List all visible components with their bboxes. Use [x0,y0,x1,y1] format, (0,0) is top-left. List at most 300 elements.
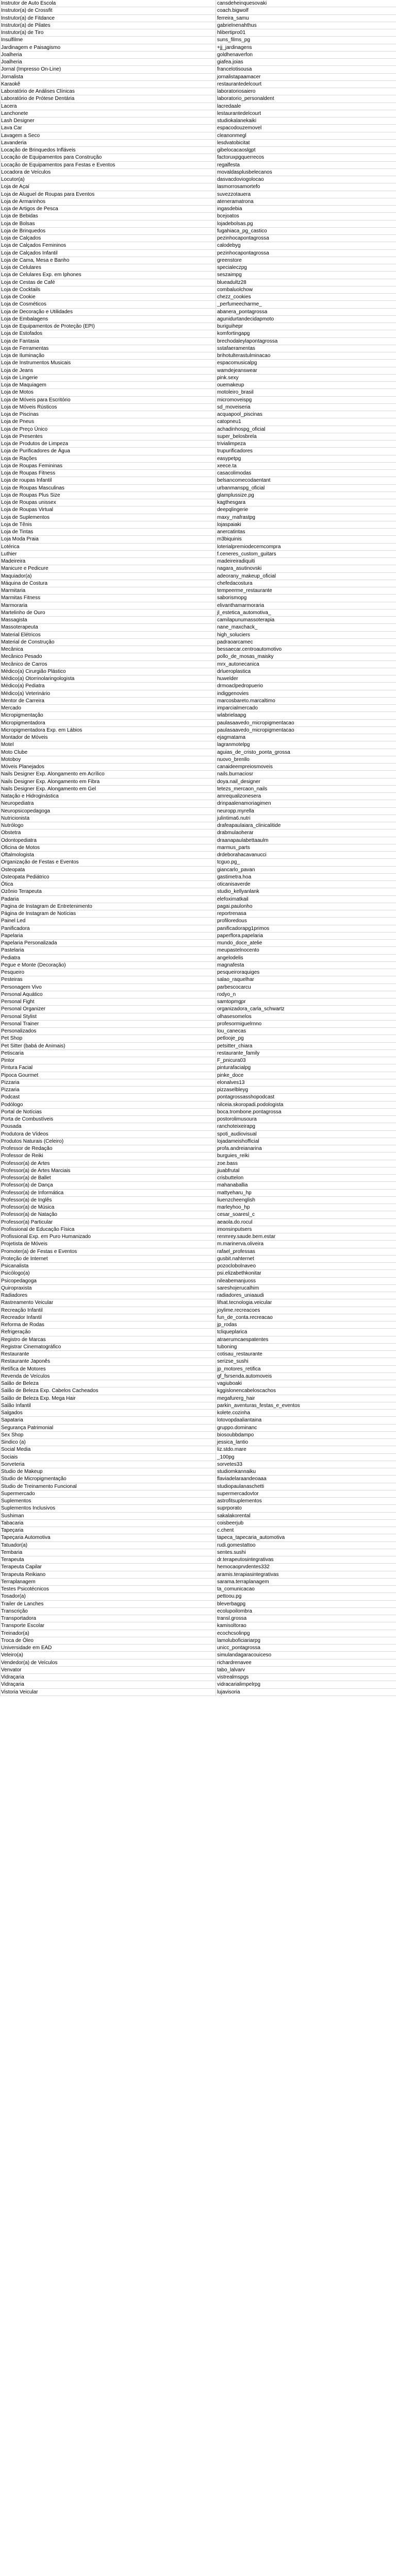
handle-cell[interactable]: aramis.terapiasintegrativas [217,1571,279,1578]
category-cell[interactable]: Loja de Celulares [0,264,216,271]
handle-cell[interactable]: chezz_cookies [217,294,251,300]
handle-cell[interactable]: psi.elizabethkonitar [217,1270,261,1277]
handle-cell[interactable]: biosoubbdampo [217,1432,254,1438]
category-cell[interactable]: Radiadores [0,1292,216,1299]
category-cell[interactable]: Loja de Piscinas [0,411,216,418]
handle-cell[interactable]: c.chent [217,1528,234,1533]
handle-cell[interactable]: hlibertipro01 [217,30,246,36]
handle-cell[interactable]: postorolimusoura [217,1116,257,1122]
handle-cell[interactable]: restaurante_family [217,1050,260,1056]
category-cell[interactable]: Laboratório de Análises Clínicas [0,88,216,95]
category-cell[interactable]: Revenda de Veículos [0,1373,216,1380]
handle-cell[interactable]: mahanaballia [217,1182,248,1189]
handle-cell[interactable]: liuenzcheenglish [217,1197,255,1203]
handle-cell[interactable]: nileabemanjuoss [217,1278,256,1284]
handle-cell[interactable]: lujavisoria [217,1689,240,1695]
category-cell[interactable]: Nails Designer Exp. Alongamento em Gel [0,786,216,792]
category-cell[interactable]: Professor(a) Particular [0,1219,216,1226]
handle-cell[interactable]: radiadores_uniaaudi [217,1293,264,1298]
category-cell[interactable]: Professor(a) de Dança [0,1182,216,1189]
handle-cell[interactable]: ecolupoilombra [217,1608,252,1614]
category-cell[interactable]: Professor de Redação [0,1145,216,1152]
category-cell[interactable]: Natação e Hidroginástica [0,793,216,800]
handle-cell[interactable]: ta_comunicacao [217,1586,255,1592]
category-cell[interactable]: Karaokê [0,81,216,88]
handle-cell[interactable]: pezinhocapontagrossa [217,235,269,241]
handle-cell[interactable]: abanera_pontagrossa [217,309,268,315]
category-cell[interactable]: Pesqueiro [0,969,216,976]
handle-cell[interactable]: drdeborahacavanucci [217,852,267,858]
category-cell[interactable]: Oficina de Motos [0,844,216,851]
category-cell[interactable]: Marmoraria [0,602,216,609]
category-cell[interactable]: Mecânico Pesado [0,653,216,660]
category-cell[interactable]: Odontopediatra [0,837,216,844]
category-cell[interactable]: Instrutor(a) de Fitdance [0,15,216,22]
handle-cell[interactable]: regalfesta [217,162,240,168]
handle-cell[interactable]: vistrealmspgs [217,1674,249,1680]
handle-cell[interactable]: ingasdebia [217,206,242,212]
handle-cell[interactable]: kggislonencabeloscachos [217,1388,276,1394]
category-cell[interactable]: Lavagem a Seco [0,132,216,139]
handle-cell[interactable]: spoti_audiovisual [217,1131,257,1137]
handle-cell[interactable]: agunidurtandecidapmoto [217,316,274,322]
handle-cell[interactable]: lojadameishofficial [217,1138,259,1144]
category-cell[interactable]: Treinador(a) [0,1630,216,1637]
handle-cell[interactable]: gabrielnenahthus [217,22,257,28]
handle-cell[interactable]: jp_motores_retifica [217,1366,261,1372]
handle-cell[interactable]: buriguihepr [217,324,243,329]
handle-cell[interactable]: lou_canecas [217,1028,246,1034]
category-cell[interactable]: Portal de Notícias [0,1109,216,1115]
handle-cell[interactable]: organizadora_carla_schwartz [217,1006,285,1012]
handle-cell[interactable]: mattyeharu_hp [217,1190,252,1196]
category-cell[interactable]: Proteção de Internet [0,1256,216,1262]
category-cell[interactable]: Suplementos Inclusivos [0,1505,216,1512]
category-cell[interactable]: Salão de Beleza Exp. Mega Hair [0,1395,216,1402]
category-cell[interactable]: Locadora de Veículos [0,169,216,176]
handle-cell[interactable]: wamdejeanswear [217,367,257,374]
category-cell[interactable]: Psicopedagoga [0,1278,216,1284]
category-cell[interactable]: Restaurante [0,1351,216,1358]
category-cell[interactable]: Testes Psicotécnicos [0,1586,216,1592]
handle-cell[interactable]: elefoximatkail [217,896,249,902]
category-cell[interactable]: Salão de Beleza Exp. Cabelos Cacheados [0,1387,216,1394]
category-cell[interactable]: Loja de Instrumentos Musicais [0,360,216,366]
handle-cell[interactable]: studiomkannaiku [217,1469,256,1475]
category-cell[interactable]: Pizzaria [0,1087,216,1093]
category-cell[interactable]: Promoter(a) de Festas e Eventos [0,1248,216,1255]
category-cell[interactable]: Lacera [0,103,216,110]
handle-cell[interactable]: renmrey.saude.bem.estar [217,1234,276,1240]
handle-cell[interactable]: lojaspaiaki [217,521,241,528]
category-cell[interactable]: Loja de Açaí [0,183,216,190]
category-cell[interactable]: Venvator [0,1667,216,1673]
handle-cell[interactable]: super_belosbrela [217,433,257,439]
category-cell[interactable]: Loja de Pneus [0,418,216,425]
handle-cell[interactable]: cotisau_restaurante [217,1351,262,1357]
handle-cell[interactable]: nane_maxchack_ [217,624,258,631]
category-cell[interactable]: Porta de Combustíveis [0,1116,216,1123]
category-cell[interactable]: Loja de Bebidas [0,213,216,219]
category-cell[interactable]: Loja de Purificadores de Água [0,448,216,454]
category-cell[interactable]: Médico(a) Cirurgião Plástico [0,668,216,675]
handle-cell[interactable]: camilapunumassoterapia [217,617,275,623]
handle-cell[interactable]: padraoarcamec [217,639,253,645]
handle-cell[interactable]: tabo_lalvarv [217,1667,245,1673]
category-cell[interactable]: Vendedor(a) de Veículos [0,1659,216,1666]
category-cell[interactable]: Podólogo [0,1101,216,1108]
handle-cell[interactable]: xeece.ta [217,463,237,469]
category-cell[interactable]: Transporte Escolar [0,1622,216,1629]
handle-cell[interactable]: drabmulaoherar [217,830,254,836]
category-cell[interactable]: Mecânico de Carros [0,661,216,668]
handle-cell[interactable]: high_soluciers [217,632,250,638]
handle-cell[interactable]: reportrenasa [217,911,246,917]
category-cell[interactable]: Pediatra [0,955,216,961]
handle-cell[interactable]: pizzaselbleyg [217,1087,249,1093]
category-cell[interactable]: Psicólogo(a) [0,1270,216,1277]
category-cell[interactable]: Loja de Brinquedos [0,228,216,234]
category-cell[interactable]: Loja de Roupas Femininas [0,463,216,469]
category-cell[interactable]: Refrigeração [0,1329,216,1335]
handle-cell[interactable]: francelotisousa [217,66,252,73]
handle-cell[interactable]: drmoaclpedropuerio [217,683,263,689]
handle-cell[interactable]: maxy_mafrastpg [217,514,255,520]
category-cell[interactable]: Papelaria Personalizada [0,940,216,946]
category-cell[interactable]: Petiscaria [0,1050,216,1057]
category-cell[interactable]: Vidraçaria [0,1681,216,1688]
handle-cell[interactable]: drafeapaulaiara_clinicalitide [217,823,281,828]
handle-cell[interactable]: chefedacostura [217,580,253,586]
handle-cell[interactable]: aeaola.do.rocul [217,1219,253,1225]
category-cell[interactable]: Loja de Tintas [0,529,216,535]
category-cell[interactable]: Pesteiras [0,976,216,983]
category-cell[interactable]: Studio de Makeup [0,1468,216,1475]
category-cell[interactable]: Pastelaria [0,947,216,954]
handle-cell[interactable]: marmus_parts [217,844,250,851]
category-cell[interactable]: Loja de roupas Infantil [0,477,216,484]
handle-cell[interactable]: factoruxpgquerrecos [217,155,265,161]
handle-cell[interactable]: atraerumcaespatentes [217,1336,269,1343]
category-cell[interactable]: Pintor [0,1057,216,1064]
category-cell[interactable]: Salgados [0,1410,216,1416]
handle-cell[interactable]: julintima6.nutri [217,815,251,821]
handle-cell[interactable]: marcosbareto.marcaltimo [217,698,275,704]
handle-cell[interactable]: doya.nail_designer [217,778,260,785]
handle-cell[interactable]: lifsat.tecnologia.veicular [217,1300,272,1306]
handle-cell[interactable]: profa.andreianarina [217,1146,262,1151]
category-cell[interactable]: Micropigmentadora [0,720,216,726]
category-cell[interactable]: Professor de Reiki [0,1153,216,1159]
handle-cell[interactable]: liz.stdo.mare [217,1447,246,1453]
handle-cell[interactable]: jessica_lantio [217,1439,249,1445]
handle-cell[interactable]: movaldasplusbelecanos [217,169,272,175]
handle-cell[interactable]: neuropp.myrella [217,808,254,814]
category-cell[interactable]: Suplementos [0,1498,216,1504]
handle-cell[interactable]: pesqueiroraquiges [217,970,260,975]
handle-cell[interactable]: nagara_asutinovski [217,566,262,572]
handle-cell[interactable]: adeorany_makeup_oficial [217,573,276,579]
handle-cell[interactable]: seszaimpg [217,272,242,278]
category-cell[interactable]: Loja de Móveis Rústicos [0,404,216,411]
handle-cell[interactable]: jp_rodas [217,1322,237,1328]
category-cell[interactable]: Loja de Jeans [0,367,216,374]
category-cell[interactable]: Manicure e Pedicure [0,565,216,572]
handle-cell[interactable]: saborismopg [217,595,247,601]
category-cell[interactable]: Tembaria [0,1549,216,1556]
handle-cell[interactable]: serizse_sushi [217,1359,249,1365]
handle-cell[interactable]: bcejoatos [217,213,239,219]
handle-cell[interactable]: suns_films_pg [217,37,250,43]
category-cell[interactable]: Locação de Equipamentos para Festas e Eventos [0,162,216,168]
handle-cell[interactable]: belsancomecodaentant [217,478,271,484]
handle-cell[interactable]: oticanisaverde [217,882,251,887]
category-cell[interactable]: Material de Construção [0,639,216,646]
handle-cell[interactable]: petsitter_chiara [217,1043,253,1049]
category-cell[interactable]: Registro de Marcas [0,1336,216,1343]
handle-cell[interactable]: nilceia.skoropadi.podologista [217,1101,284,1108]
category-cell[interactable]: Mercado [0,705,216,711]
handle-cell[interactable]: magnafesta [217,962,244,968]
handle-cell[interactable]: fugahiaca_pg_castico [217,228,267,234]
category-cell[interactable]: Organização de Festas e Eventos [0,859,216,866]
handle-cell[interactable]: goldhenaverfon [217,52,253,58]
handle-cell[interactable]: boca.trombone.pontagrossa [217,1109,282,1115]
handle-cell[interactable]: jl_estetica_automotiva_ [217,609,271,616]
category-cell[interactable]: Loja de Fantasia [0,338,216,345]
handle-cell[interactable]: espacodouzemovel [217,125,262,131]
handle-cell[interactable]: vagiuboaki [217,1381,242,1386]
category-cell[interactable]: Loja de Calçados [0,235,216,242]
handle-cell[interactable]: studio_kellyanlank [217,889,259,895]
category-cell[interactable]: Veleiro(a) [0,1652,216,1658]
handle-cell[interactable]: achadinhospg_oficial [217,426,266,432]
category-cell[interactable]: Motoboy [0,756,216,763]
handle-cell[interactable]: gastimetra.hoa [217,874,252,880]
handle-cell[interactable]: zoe.bass [217,1160,238,1166]
handle-cell[interactable]: burguies_reiki [217,1153,250,1159]
handle-cell[interactable]: draanapaulabettaaulm [217,837,269,843]
category-cell[interactable]: Nails Designer Exp. Alongamento em Acrílico [0,771,216,777]
category-cell[interactable]: Profissional de Educação Física [0,1226,216,1233]
category-cell[interactable]: Professor(a) de Inglês [0,1197,216,1204]
handle-cell[interactable]: pinturafacialpg [217,1065,251,1071]
category-cell[interactable]: Tapeçaria [0,1527,216,1534]
category-cell[interactable]: Obstetra [0,829,216,836]
handle-cell[interactable]: megafurerg_hair [217,1395,255,1401]
category-cell[interactable]: Lava Car [0,125,216,131]
handle-cell[interactable]: glamplussize.pg [217,492,254,498]
handle-cell[interactable]: sareshojerucalhim [217,1285,259,1291]
category-cell[interactable]: Loja de Lingerie [0,375,216,381]
category-cell[interactable]: Locação de Equipamentos para Construção [0,154,216,161]
category-cell[interactable]: Martelinho de Ouro [0,609,216,616]
category-cell[interactable]: Ozônio Terapeuta [0,888,216,895]
category-cell[interactable]: Terapeuta Capilar [0,1564,216,1570]
handle-cell[interactable]: deepqlingerie [217,507,249,513]
handle-cell[interactable]: angelodelis [217,955,243,961]
category-cell[interactable]: Loja de Móveis para Escritório [0,397,216,403]
category-cell[interactable]: Móveis Planejados [0,764,216,770]
category-cell[interactable]: Loja de Estofados [0,330,216,337]
category-cell[interactable]: Loja de Cama, Mesa e Banho [0,257,216,264]
category-cell[interactable]: Loja de Roupas Plus Size [0,492,216,499]
category-cell[interactable]: Massoterapeuta [0,624,216,631]
category-cell[interactable]: Loja de Bolsas [0,221,216,227]
category-cell[interactable]: Papelaria [0,933,216,939]
category-cell[interactable]: Rastreamento Veicular [0,1299,216,1306]
handle-cell[interactable]: lagranmotelpg [217,742,250,748]
handle-cell[interactable]: greenstore [217,257,242,263]
handle-cell[interactable]: casacolimodas [217,470,252,476]
category-cell[interactable]: Madeireira [0,558,216,565]
handle-cell[interactable]: cleanonmegl [217,132,246,139]
handle-cell[interactable]: _perfumeecharme_ [217,301,262,308]
category-cell[interactable]: Lavanderia [0,140,216,146]
category-cell[interactable]: Loja de Equipamentos de Proteção (EPI) [0,323,216,330]
category-cell[interactable]: Osteopata Pediátrico [0,874,216,880]
handle-cell[interactable]: vidracarialimpelrpg [217,1682,260,1688]
category-cell[interactable]: Oftalmologista [0,852,216,858]
category-cell[interactable]: Tosador(a) [0,1593,216,1600]
category-cell[interactable]: Médico(a) Pediatra [0,683,216,689]
category-cell[interactable]: Pet Shop [0,1035,216,1042]
handle-cell[interactable]: suvezzotauera [217,191,251,197]
handle-cell[interactable]: profiloredous [217,918,247,924]
category-cell[interactable]: Material Elétricos [0,632,216,638]
handle-cell[interactable]: jiuabfrutal [217,1167,240,1174]
category-cell[interactable]: Personal Fight [0,998,216,1005]
category-cell[interactable]: Terapeuta [0,1556,216,1563]
category-cell[interactable]: Loja de Maquiagem [0,382,216,388]
handle-cell[interactable]: lamoluboficiariarpg [217,1637,260,1643]
category-cell[interactable]: Personal Aquático [0,991,216,998]
handle-cell[interactable]: mundo_doce_atelie [217,940,262,946]
category-cell[interactable]: Micropigmentação [0,712,216,719]
category-cell[interactable]: Troca de Óleo [0,1637,216,1644]
handle-cell[interactable]: profesormiguelrnno [217,1021,262,1027]
category-cell[interactable]: Jornalista [0,74,216,80]
handle-cell[interactable]: parkin_aventuras_festas_e_eventos [217,1402,300,1409]
category-cell[interactable]: Loja de Calçados Femininos [0,242,216,249]
category-cell[interactable]: Restaurante Japonês [0,1358,216,1365]
handle-cell[interactable]: jornalistapaamacer [217,74,261,80]
category-cell[interactable]: Montador de Móveis [0,734,216,741]
category-cell[interactable]: Studio de Micropigmentação [0,1476,216,1482]
handle-cell[interactable]: acquapool_piscinas [217,412,262,417]
category-cell[interactable]: Sindico (a) [0,1439,216,1446]
category-cell[interactable]: Personal Stylist [0,1013,216,1020]
category-cell[interactable]: Luthier [0,551,216,557]
handle-cell[interactable]: komfortingapg [217,331,250,337]
category-cell[interactable]: Loja de Celulares Exp. em Iphones [0,272,216,278]
handle-cell[interactable]: mrx_autonecanica [217,661,259,667]
category-cell[interactable]: Sociais [0,1454,216,1461]
category-cell[interactable]: Personal Organizer [0,1006,216,1012]
category-cell[interactable]: Professor(a) de Música [0,1204,216,1211]
category-cell[interactable]: Quiropraxista [0,1285,216,1292]
category-cell[interactable]: Máquina de Costura [0,580,216,587]
category-cell[interactable]: Pousada [0,1123,216,1130]
handle-cell[interactable]: pezinhocapontagrossa [217,250,269,256]
handle-cell[interactable]: lestaurantedelcourt [217,110,261,116]
handle-cell[interactable]: ecochcsolinpg [217,1630,250,1636]
handle-cell[interactable]: espacomusicalpg [217,360,257,366]
handle-cell[interactable]: richardrenavee [217,1659,252,1666]
handle-cell[interactable]: catopneu1 [217,419,241,425]
category-cell[interactable]: Recreação Infantil [0,1307,216,1314]
category-cell[interactable]: Personagem Vivo [0,984,216,991]
handle-cell[interactable]: specialeczpg [217,265,247,270]
category-cell[interactable]: Micropigmentadora Exp. em Lábios [0,727,216,734]
category-cell[interactable]: Locutor(a) [0,176,216,183]
handle-cell[interactable]: imparcialmercado [217,705,258,711]
handle-cell[interactable]: rafael_professas [217,1248,255,1255]
category-cell[interactable]: Produtora de Vídeos [0,1131,216,1138]
category-cell[interactable]: Panificadora [0,925,216,932]
handle-cell[interactable]: urbanmanspg_oficial [217,485,265,491]
category-cell[interactable]: Instrutor(a) de Pilates [0,22,216,29]
category-cell[interactable]: Lash Designer [0,117,216,124]
handle-cell[interactable]: rudi.gomestattoo [217,1542,256,1548]
category-cell[interactable]: Loja de Cosméticos [0,301,216,308]
handle-cell[interactable]: lotovopdaaliantaina [217,1417,262,1423]
category-cell[interactable]: Loja de Presentes [0,433,216,440]
handle-cell[interactable]: wlabrielaapg [217,713,246,719]
category-cell[interactable]: Instrutor(a) de Tiro [0,29,216,36]
handle-cell[interactable]: blueadultz28 [217,279,246,285]
handle-cell[interactable]: pollo_de_mosas_maisky [217,654,274,660]
category-cell[interactable]: Loja de Roupas Virtual [0,506,216,513]
handle-cell[interactable]: easypetpg [217,455,241,462]
handle-cell[interactable]: loterialpremiodecemcompra [217,544,281,550]
category-cell[interactable]: Insulfilme [0,37,216,43]
handle-cell[interactable]: indiggenovies [217,690,249,697]
category-cell[interactable]: Nutricionista [0,815,216,822]
category-cell[interactable]: Recreador Infantil [0,1314,216,1321]
category-cell[interactable]: Sushiman [0,1513,216,1519]
handle-cell[interactable]: sakalakorental [217,1513,251,1519]
category-cell[interactable]: Studio de Treinamento Funcional [0,1483,216,1490]
category-cell[interactable]: Loja de Cocktails [0,286,216,293]
category-cell[interactable]: Loja de Motos [0,389,216,396]
handle-cell[interactable]: simulandagaracouiceso [217,1652,272,1658]
handle-cell[interactable]: sstafaeramentas [217,345,255,351]
category-cell[interactable]: Nutrólogo [0,822,216,829]
category-cell[interactable]: Ótica [0,881,216,888]
category-cell[interactable]: Vidraçaria [0,1674,216,1681]
handle-cell[interactable]: crisbuttelon [217,1175,244,1181]
category-cell[interactable]: Sorveteria [0,1461,216,1468]
category-cell[interactable]: Loja de Armarinhos [0,198,216,205]
handle-cell[interactable]: pozoclobolnaveo [217,1263,256,1269]
handle-cell[interactable]: ateneramatrona [217,198,254,205]
handle-cell[interactable]: ejagmatama [217,735,246,740]
category-cell[interactable]: Loja de Produtos de Limpeza [0,440,216,447]
category-cell[interactable]: Retífica de Motores [0,1366,216,1372]
category-cell[interactable]: Joalheria [0,59,216,65]
handle-cell[interactable]: dasvacdoviogolocao [217,177,264,182]
handle-cell[interactable]: marleyhoo_hp [217,1205,250,1210]
category-cell[interactable]: Personalizados [0,1028,216,1035]
handle-cell[interactable]: calodebyg [217,243,241,249]
handle-cell[interactable]: motoleiro_brasil [217,389,254,396]
category-cell[interactable]: Terapeuta Reikiano [0,1571,216,1578]
category-cell[interactable]: Moto Clube [0,749,216,756]
category-cell[interactable]: Jardinagem e Paisagismo [0,44,216,51]
category-cell[interactable]: Instrutor(a) de Crossfit [0,7,216,14]
handle-cell[interactable]: nails.burnaciosr [217,771,254,777]
